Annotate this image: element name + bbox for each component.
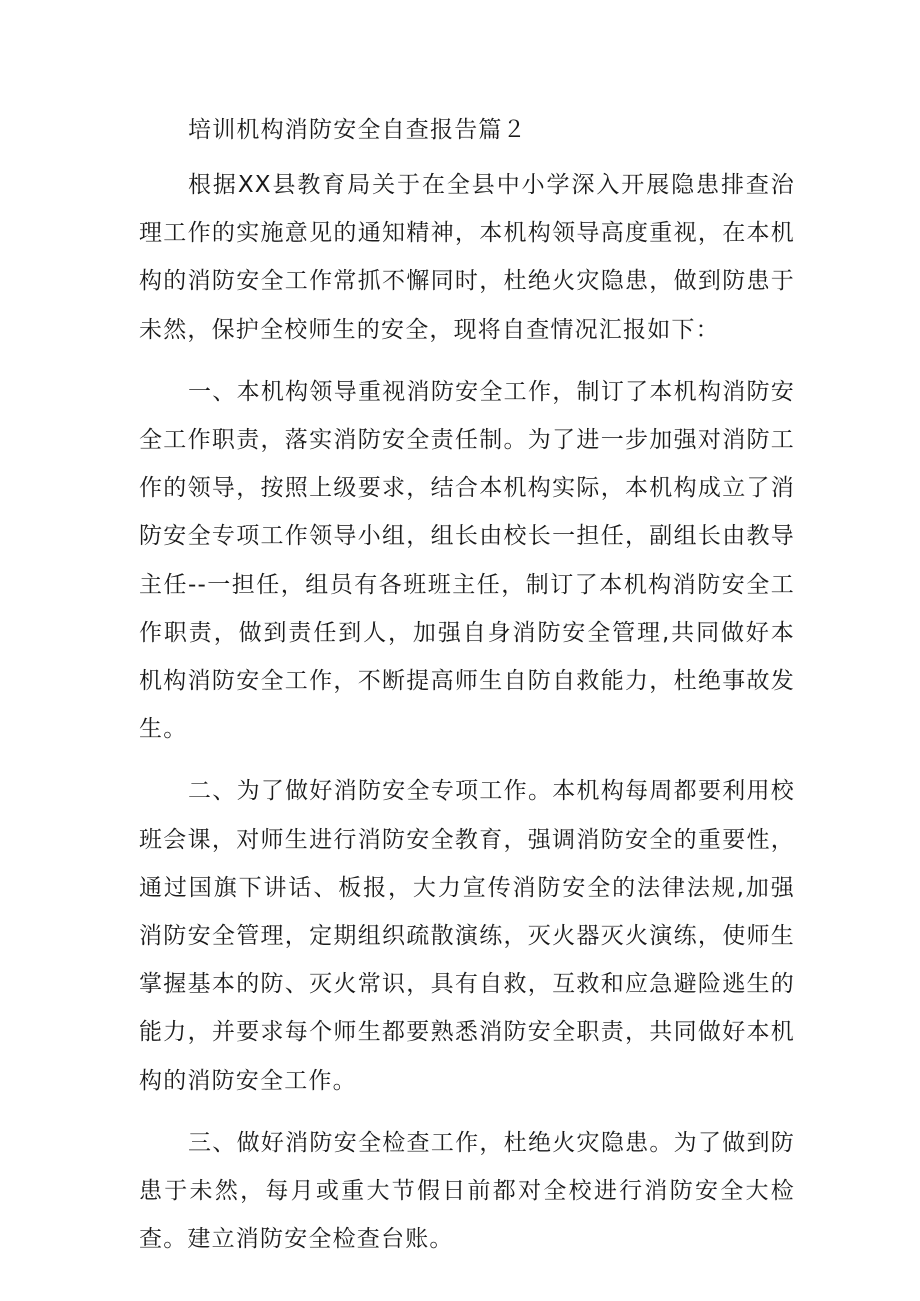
paragraph-intro: 根据XX县教育局关于在全县中小学深入开展隐患排查治理工作的实施意见的通知精神，本机构领导高度重视，在本机构的消防安全工作常抓不懈同时，杜绝火灾隐患，做到防患于未然，保护全校师生的安全，现将自查情况汇报如下：	[139, 172, 795, 343]
document-body	[139, 113, 795, 1263]
paragraph-section-3: 三、做好消防安全检查工作，杜绝火灾隐患。为了做到防患于未然，每月或重大节假日前都对全校进行消防安全大检查。建立消防安全检查台账。	[139, 1129, 795, 1253]
document-title: 培训机构消防安全自查报告篇２	[188, 117, 527, 143]
paragraph-section-1: 一、本机构领导重视消防安全工作，制订了本机构消防安全工作职责，落实消防安全责任制。为了进一步加强对消防工作的领导，按照上级要求，结合本机构实际，本机构成立了消防安全专项工作领导小组，组长由校长一担任，副组长由教导主任--一担任，组员有各班班主任，制订了本机构消防安全工作职责，做到责任到人，加强自身消防安全管理,共同做好本机构消防安全工作，不断提高师生自防自救能力，杜绝事故发生。	[139, 378, 795, 743]
paragraph-section-2: 二、为了做好消防安全专项工作。本机构每周都要利用校班会课，对师生进行消防安全教育，强调消防安全的重要性，通过国旗下讲话、板报，大力宣传消防安全的法律法规,加强消防安全管理，定期组织疏散演练，灭火器灭火演练，使师生掌握基本的防、灭火常识，具有自救，互救和应急避险逃生的能力，并要求每个师生都要熟悉消防安全职责，共同做好本机构的消防安全工作。	[139, 778, 795, 1094]
